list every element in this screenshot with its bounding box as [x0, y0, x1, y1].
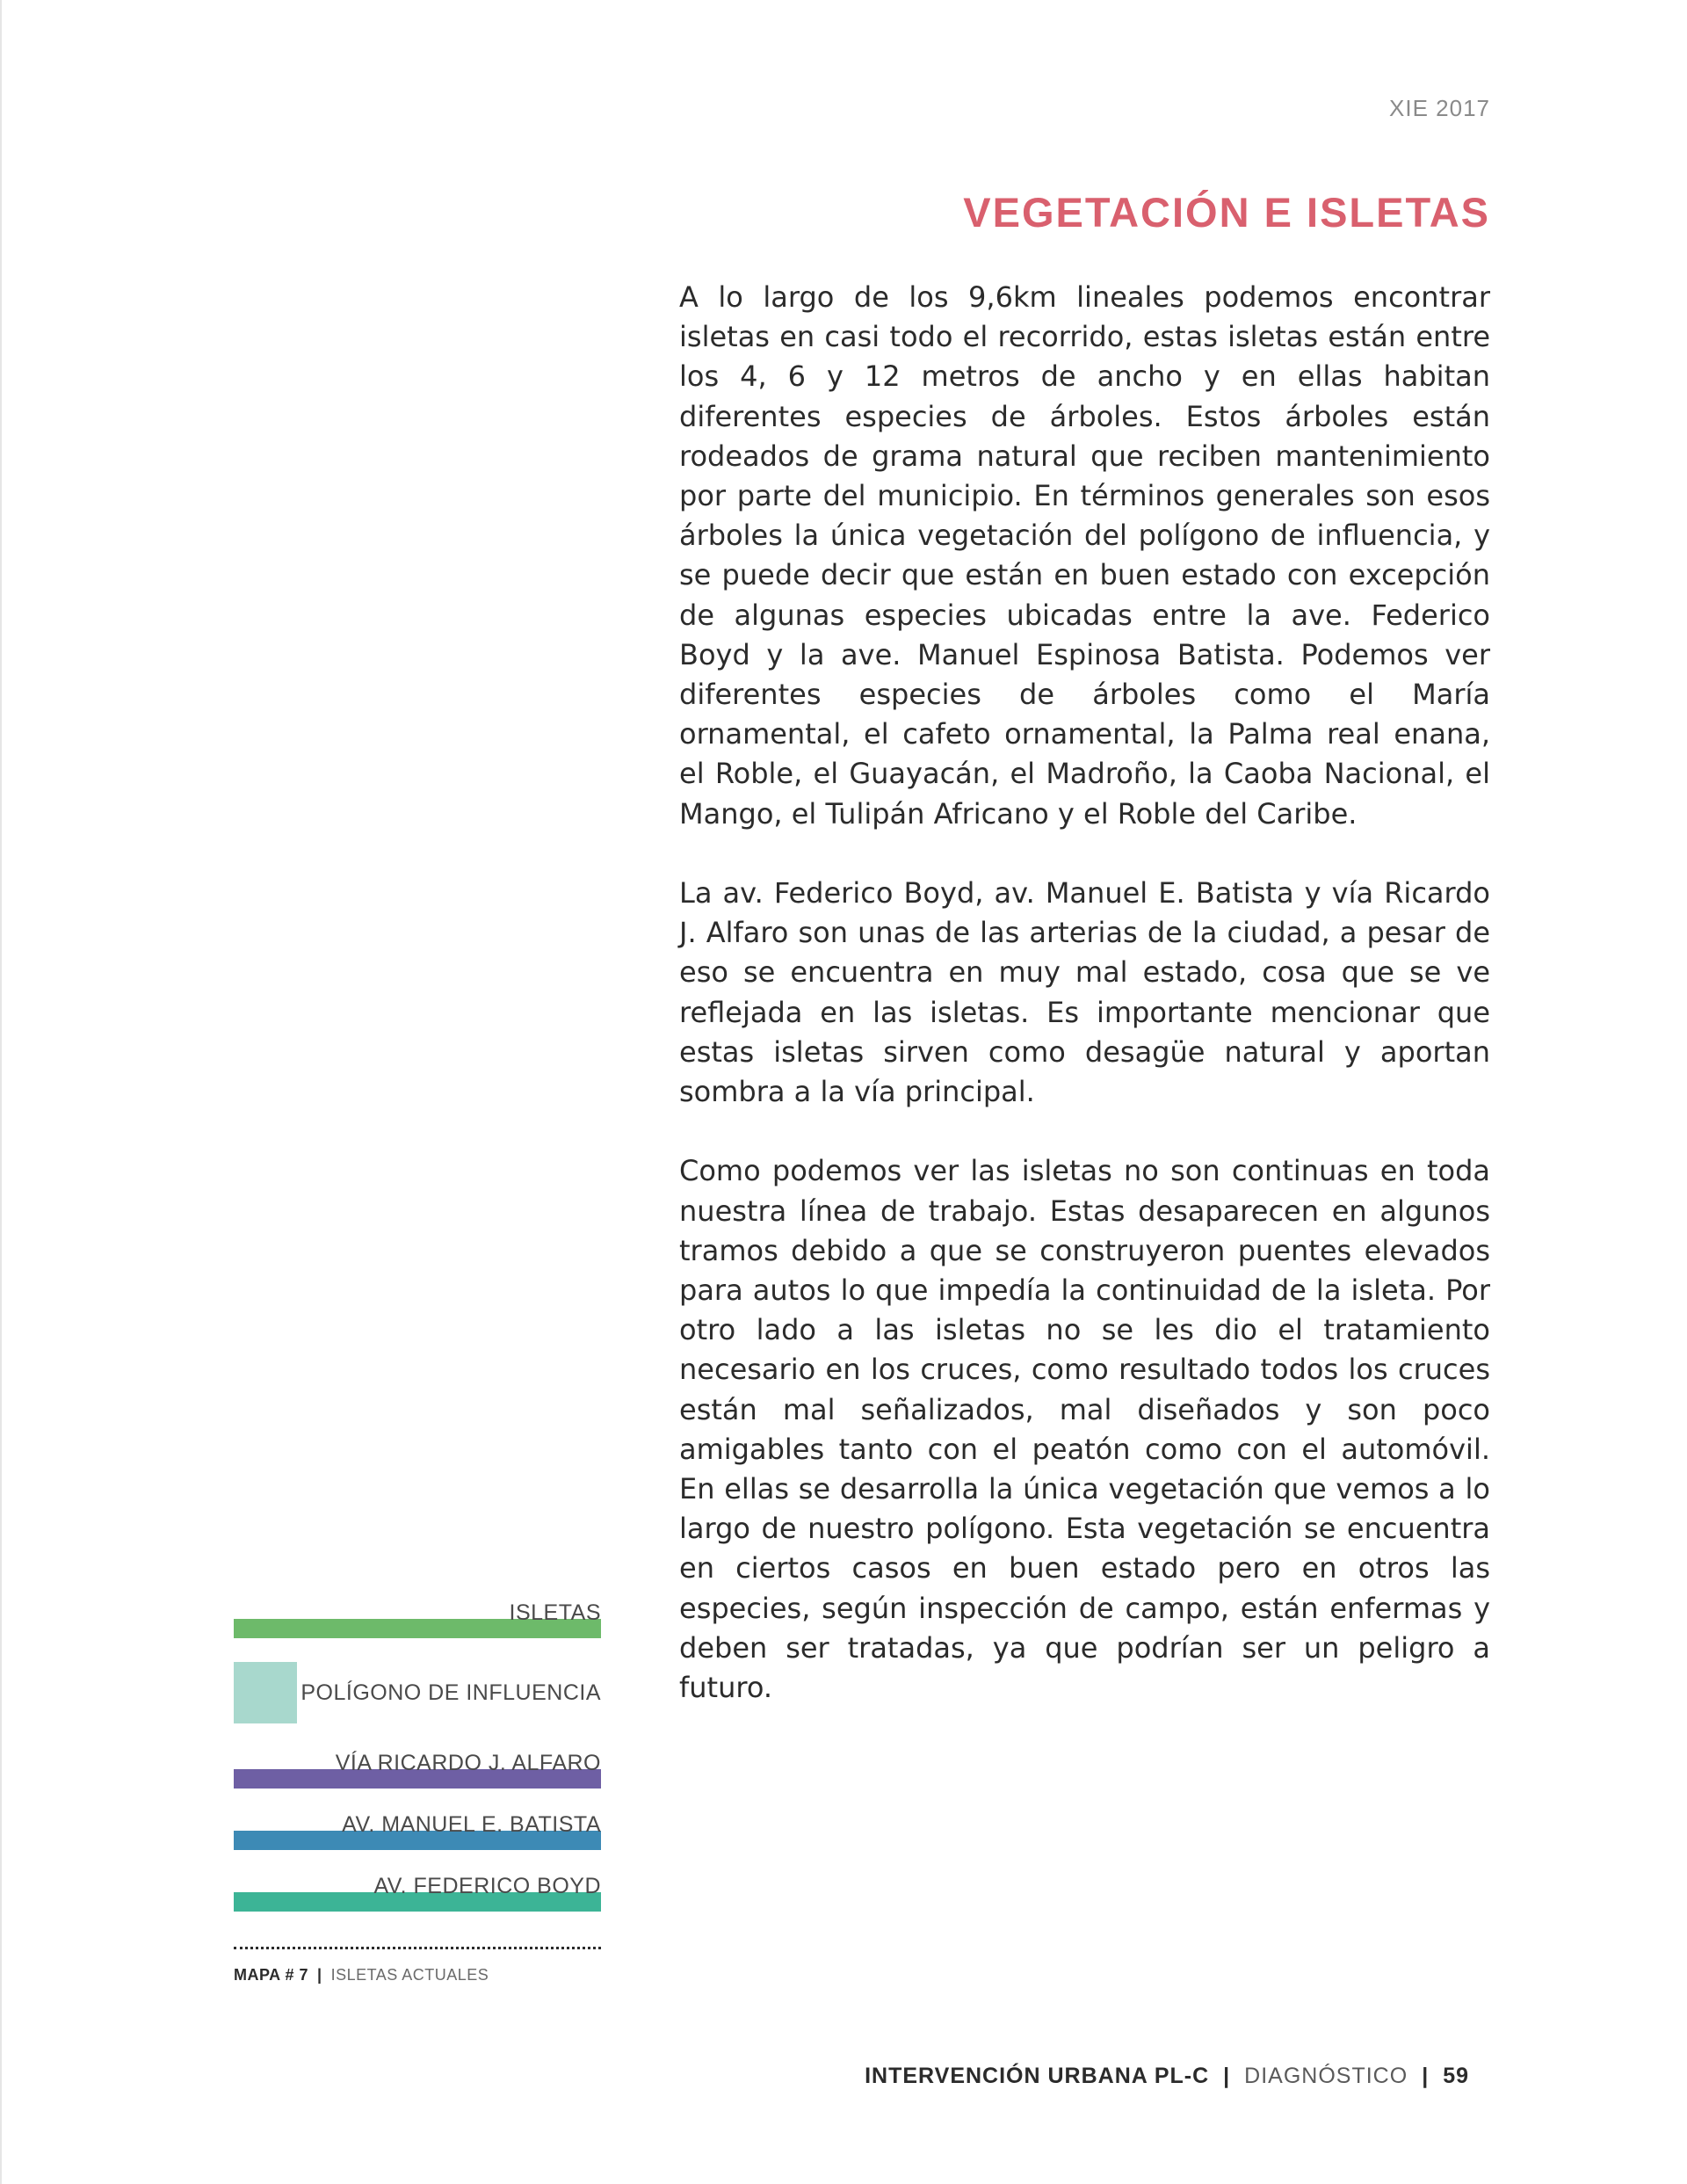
page-footer: [865, 2064, 1469, 2089]
page-number: 59: [1443, 2064, 1469, 2088]
body-text: [679, 278, 1490, 1708]
legend-label: ISLETAS: [509, 1600, 601, 1625]
legend-item-via-ricardo-alfaro: [234, 1750, 601, 1787]
legend-label: POLÍGONO DE INFLUENCIA: [300, 1680, 601, 1705]
paragraph: Como podemos ver las isletas no son continuas en toda nuestra línea de trabajo. Estas desaparecen en algunos tramos debido a que se construyeron puentes elevados para autos lo que impedía la continuidad de la isleta. Por otro lado a las isletas no se les dio el tratamiento necesario en los cruces, como resultado todos los cruces están mal señalizados, mal diseñados y son poco amigables tanto con el peatón como con el automóvil. En ellas se desarrolla la única vegetación que vemos a lo largo de nuestro polígono. Esta vegetación se encuentra en ciertos casos en buen estado pero en otros las especies, según inspección de campo, están enfermas y deben ser tratadas, ya que podrían ser un peligro a futuro.: [679, 1154, 1490, 1705]
map-legend: [234, 1600, 601, 1910]
legend-item-isletas: [234, 1600, 601, 1645]
map-number: MAPA # 7: [234, 1966, 309, 1984]
caption-separator: |: [317, 1966, 322, 1984]
legend-item-poligono: [234, 1662, 601, 1723]
document-code: XIE 2017: [1389, 95, 1490, 121]
legend-label: VÍA RICARDO J. ALFARO: [335, 1751, 601, 1775]
legend-swatch: [234, 1662, 297, 1723]
footer-separator: |: [1223, 2064, 1231, 2088]
legend-item-av-manuel-batista: [234, 1811, 601, 1848]
footer-section: DIAGNÓSTICO: [1244, 2064, 1408, 2088]
legend-item-av-federico-boyd: [234, 1873, 601, 1910]
legend-divider: [234, 1947, 601, 1949]
footer-separator: |: [1422, 2064, 1430, 2088]
map-caption: [234, 1966, 489, 1984]
page-title: VEGETACIÓN E ISLETAS: [963, 189, 1490, 236]
legend-label: AV. MANUEL E. BATISTA: [342, 1812, 601, 1837]
legend-label: AV. FEDERICO BOYD: [373, 1874, 601, 1898]
paragraph: La av. Federico Boyd, av. Manuel E. Batista y vía Ricardo J. Alfaro son unas de las arterias de la ciudad, a pesar de eso se encuentra en muy mal estado, cosa que se ve reflejada en las isletas. Es importante mencionar que estas isletas sirven como desagüe natural y aportan sombra a la vía principal.: [679, 876, 1490, 1109]
map-description: ISLETAS ACTUALES: [330, 1966, 489, 1984]
paragraph: A lo largo de los 9,6km lineales podemos encontrar isletas en casi todo el recorrido, estas isletas están entre los 4, 6 y 12 metros de ancho y en ellas habitan diferentes especies de árboles. Estos árboles están rodeados de grama natural que reciben mantenimiento por parte del municipio. En términos generales son esos árboles la única vegetación del polígono de influencia, y se puede decir que están en buen estado con excepción de algunas especies ubicadas entre la ave. Federico Boyd y la ave. Manuel Espinosa Batista. Podemos ver diferentes especies de árboles como el María ornamental, el cafeto ornamental, la Palma real enana, el Roble, el Guayacán, el Madroño, la Caoba Nacional, el Mango, el Tulipán Africano y el Roble del Caribe.: [679, 280, 1490, 831]
footer-title: INTERVENCIÓN URBANA PL-C: [865, 2064, 1210, 2088]
page-edge: [0, 0, 2, 2184]
